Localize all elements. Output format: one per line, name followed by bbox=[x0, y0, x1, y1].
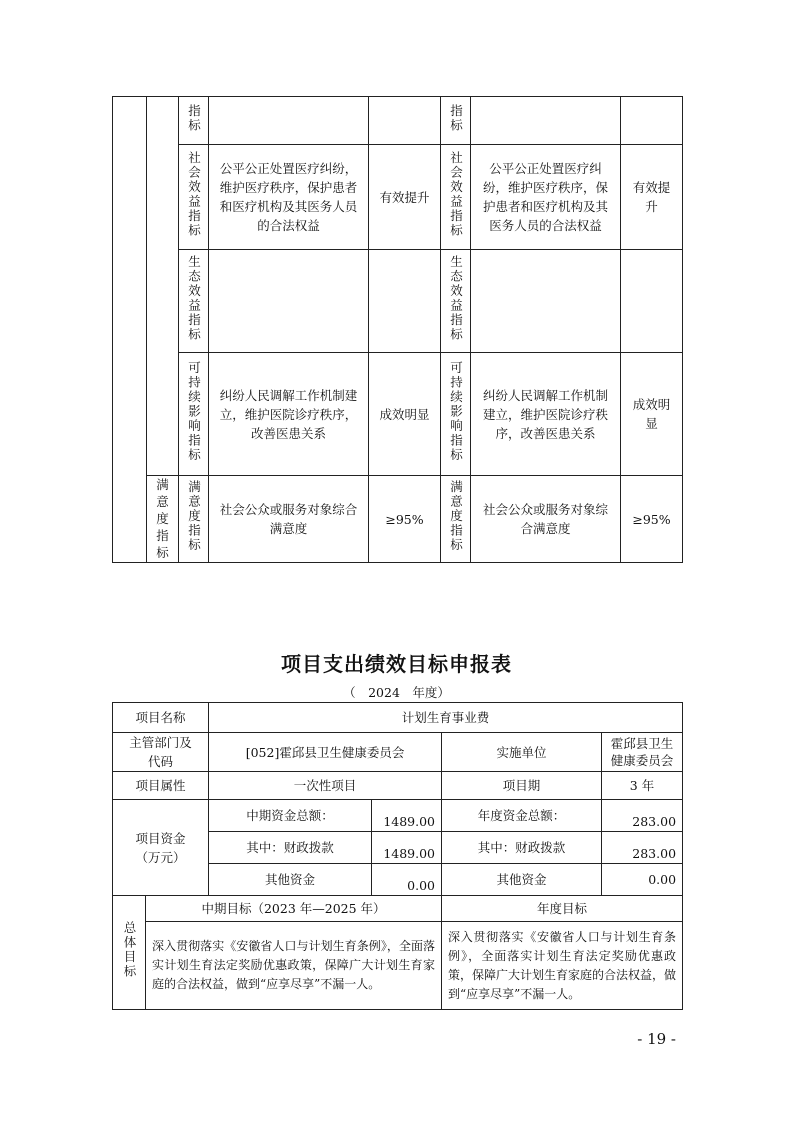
mid-total-value: 1489.00 bbox=[372, 800, 442, 832]
annual-fiscal-value: 283.00 bbox=[602, 832, 683, 864]
annual-total-value: 283.00 bbox=[602, 800, 683, 832]
page-number: - 19 - bbox=[637, 1030, 676, 1048]
table-row bbox=[113, 896, 683, 922]
table-row bbox=[113, 97, 683, 145]
indicator-value: ≥95% bbox=[621, 476, 683, 563]
indicator-content: 纠纷人民调解工作机制建立，维护医院诊疗秩序，改善医患关系 bbox=[209, 353, 369, 476]
indicator-content bbox=[471, 97, 621, 145]
table-row bbox=[113, 772, 683, 800]
impl-value: 霍邱县卫生健康委员会 bbox=[602, 733, 683, 772]
indicator-value: 成效明显 bbox=[621, 353, 683, 476]
indicator-category: 满意度指标 bbox=[179, 476, 209, 563]
attr-value: 一次性项目 bbox=[209, 772, 442, 800]
annual-total-label: 年度资金总额： bbox=[442, 800, 602, 832]
indicator-category: 指标 bbox=[179, 97, 209, 145]
mid-total-label: 中期资金总额： bbox=[209, 800, 372, 832]
indicator-category: 满意度指标 bbox=[441, 476, 471, 563]
indicator-category: 生态效益指标 bbox=[179, 250, 209, 353]
table-row bbox=[113, 703, 683, 733]
indicator-content bbox=[209, 97, 369, 145]
indicator-category: 社会效益指标 bbox=[441, 145, 471, 250]
mid-fiscal-label: 其中：财政拨款 bbox=[209, 832, 372, 864]
performance-target-form bbox=[112, 702, 683, 1010]
attr-label: 项目属性 bbox=[113, 772, 209, 800]
period-label: 项目期 bbox=[442, 772, 602, 800]
table-row bbox=[113, 733, 683, 772]
level1-cell bbox=[113, 97, 147, 563]
annual-fiscal-label: 其中：财政拨款 bbox=[442, 832, 602, 864]
table-row bbox=[113, 145, 683, 250]
mid-other-value: 0.00 bbox=[372, 864, 442, 896]
mid-goal-text: 深入贯彻落实《安徽省人口与计划生育条例》，全面落实计划生育法定奖励优惠政策，保障广大计划生育家庭的合法权益，做到“应享尽享”不漏一人。 bbox=[146, 922, 442, 1010]
indicator-table-continued bbox=[112, 96, 683, 563]
annual-goal-text: 深入贯彻落实《安徽省人口与计划生育条例》，全面落实计划生育法定奖励优惠政策，保障广大计划生育家庭的合法权益，做到“应享尽享”不漏一人。 bbox=[442, 922, 683, 1010]
indicator-value: ≥95% bbox=[369, 476, 441, 563]
dept-value: [052]霍邱县卫生健康委员会 bbox=[209, 733, 442, 772]
indicator-category: 可持续影响指标 bbox=[179, 353, 209, 476]
indicator-content bbox=[209, 250, 369, 353]
project-name-value: 计划生育事业费 bbox=[209, 703, 683, 733]
project-name-label: 项目名称 bbox=[113, 703, 209, 733]
indicator-content: 公平公正处置医疗纠纷，维护医疗秩序，保护患者和医疗机构及其医务人员的合法权益 bbox=[471, 145, 621, 250]
annual-other-value: 0.00 bbox=[602, 864, 683, 896]
annual-other-label: 其他资金 bbox=[442, 864, 602, 896]
impl-label: 实施单位 bbox=[442, 733, 602, 772]
indicator-content: 公平公正处置医疗纠纷，维护医疗秩序，保护患者和医疗机构及其医务人员的合法权益 bbox=[209, 145, 369, 250]
mid-other-label: 其他资金 bbox=[209, 864, 372, 896]
annual-goal-header: 年度目标 bbox=[442, 896, 683, 922]
indicator-content: 社会公众或服务对象综合满意度 bbox=[471, 476, 621, 563]
table-row bbox=[113, 250, 683, 353]
form-title: 项目支出绩效目标申报表 bbox=[281, 652, 512, 676]
indicator-content: 社会公众或服务对象综合满意度 bbox=[209, 476, 369, 563]
indicator-category: 指标 bbox=[441, 97, 471, 145]
indicator-value: 有效提升 bbox=[369, 145, 441, 250]
period-value: 3 年 bbox=[602, 772, 683, 800]
indicator-value bbox=[369, 97, 441, 145]
form-year: （ 2024 年度） bbox=[343, 685, 450, 700]
indicator-value bbox=[621, 97, 683, 145]
indicator-content: 纠纷人民调解工作机制建立，维护医院诊疗秩序，改善医患关系 bbox=[471, 353, 621, 476]
table-row bbox=[113, 353, 683, 476]
mid-fiscal-value: 1489.00 bbox=[372, 832, 442, 864]
table-row bbox=[113, 922, 683, 1010]
table-row bbox=[113, 476, 683, 563]
indicator-category: 生态效益指标 bbox=[441, 250, 471, 353]
dept-label: 主管部门及代码 bbox=[113, 733, 209, 772]
level2-cell bbox=[147, 97, 179, 476]
indicator-category: 可持续影响指标 bbox=[441, 353, 471, 476]
indicator-content bbox=[471, 250, 621, 353]
table-row bbox=[113, 800, 683, 832]
indicator-value: 有效提升 bbox=[621, 145, 683, 250]
indicator-category: 社会效益指标 bbox=[179, 145, 209, 250]
mid-goal-header: 中期目标（2023 年—2025 年） bbox=[146, 896, 442, 922]
indicator-group: 满意度指标 bbox=[147, 476, 179, 563]
funds-label: 项目资金（万元） bbox=[113, 800, 209, 896]
indicator-value: 成效明显 bbox=[369, 353, 441, 476]
indicator-value bbox=[369, 250, 441, 353]
goal-label: 总体目标 bbox=[113, 896, 146, 1010]
indicator-value bbox=[621, 250, 683, 353]
